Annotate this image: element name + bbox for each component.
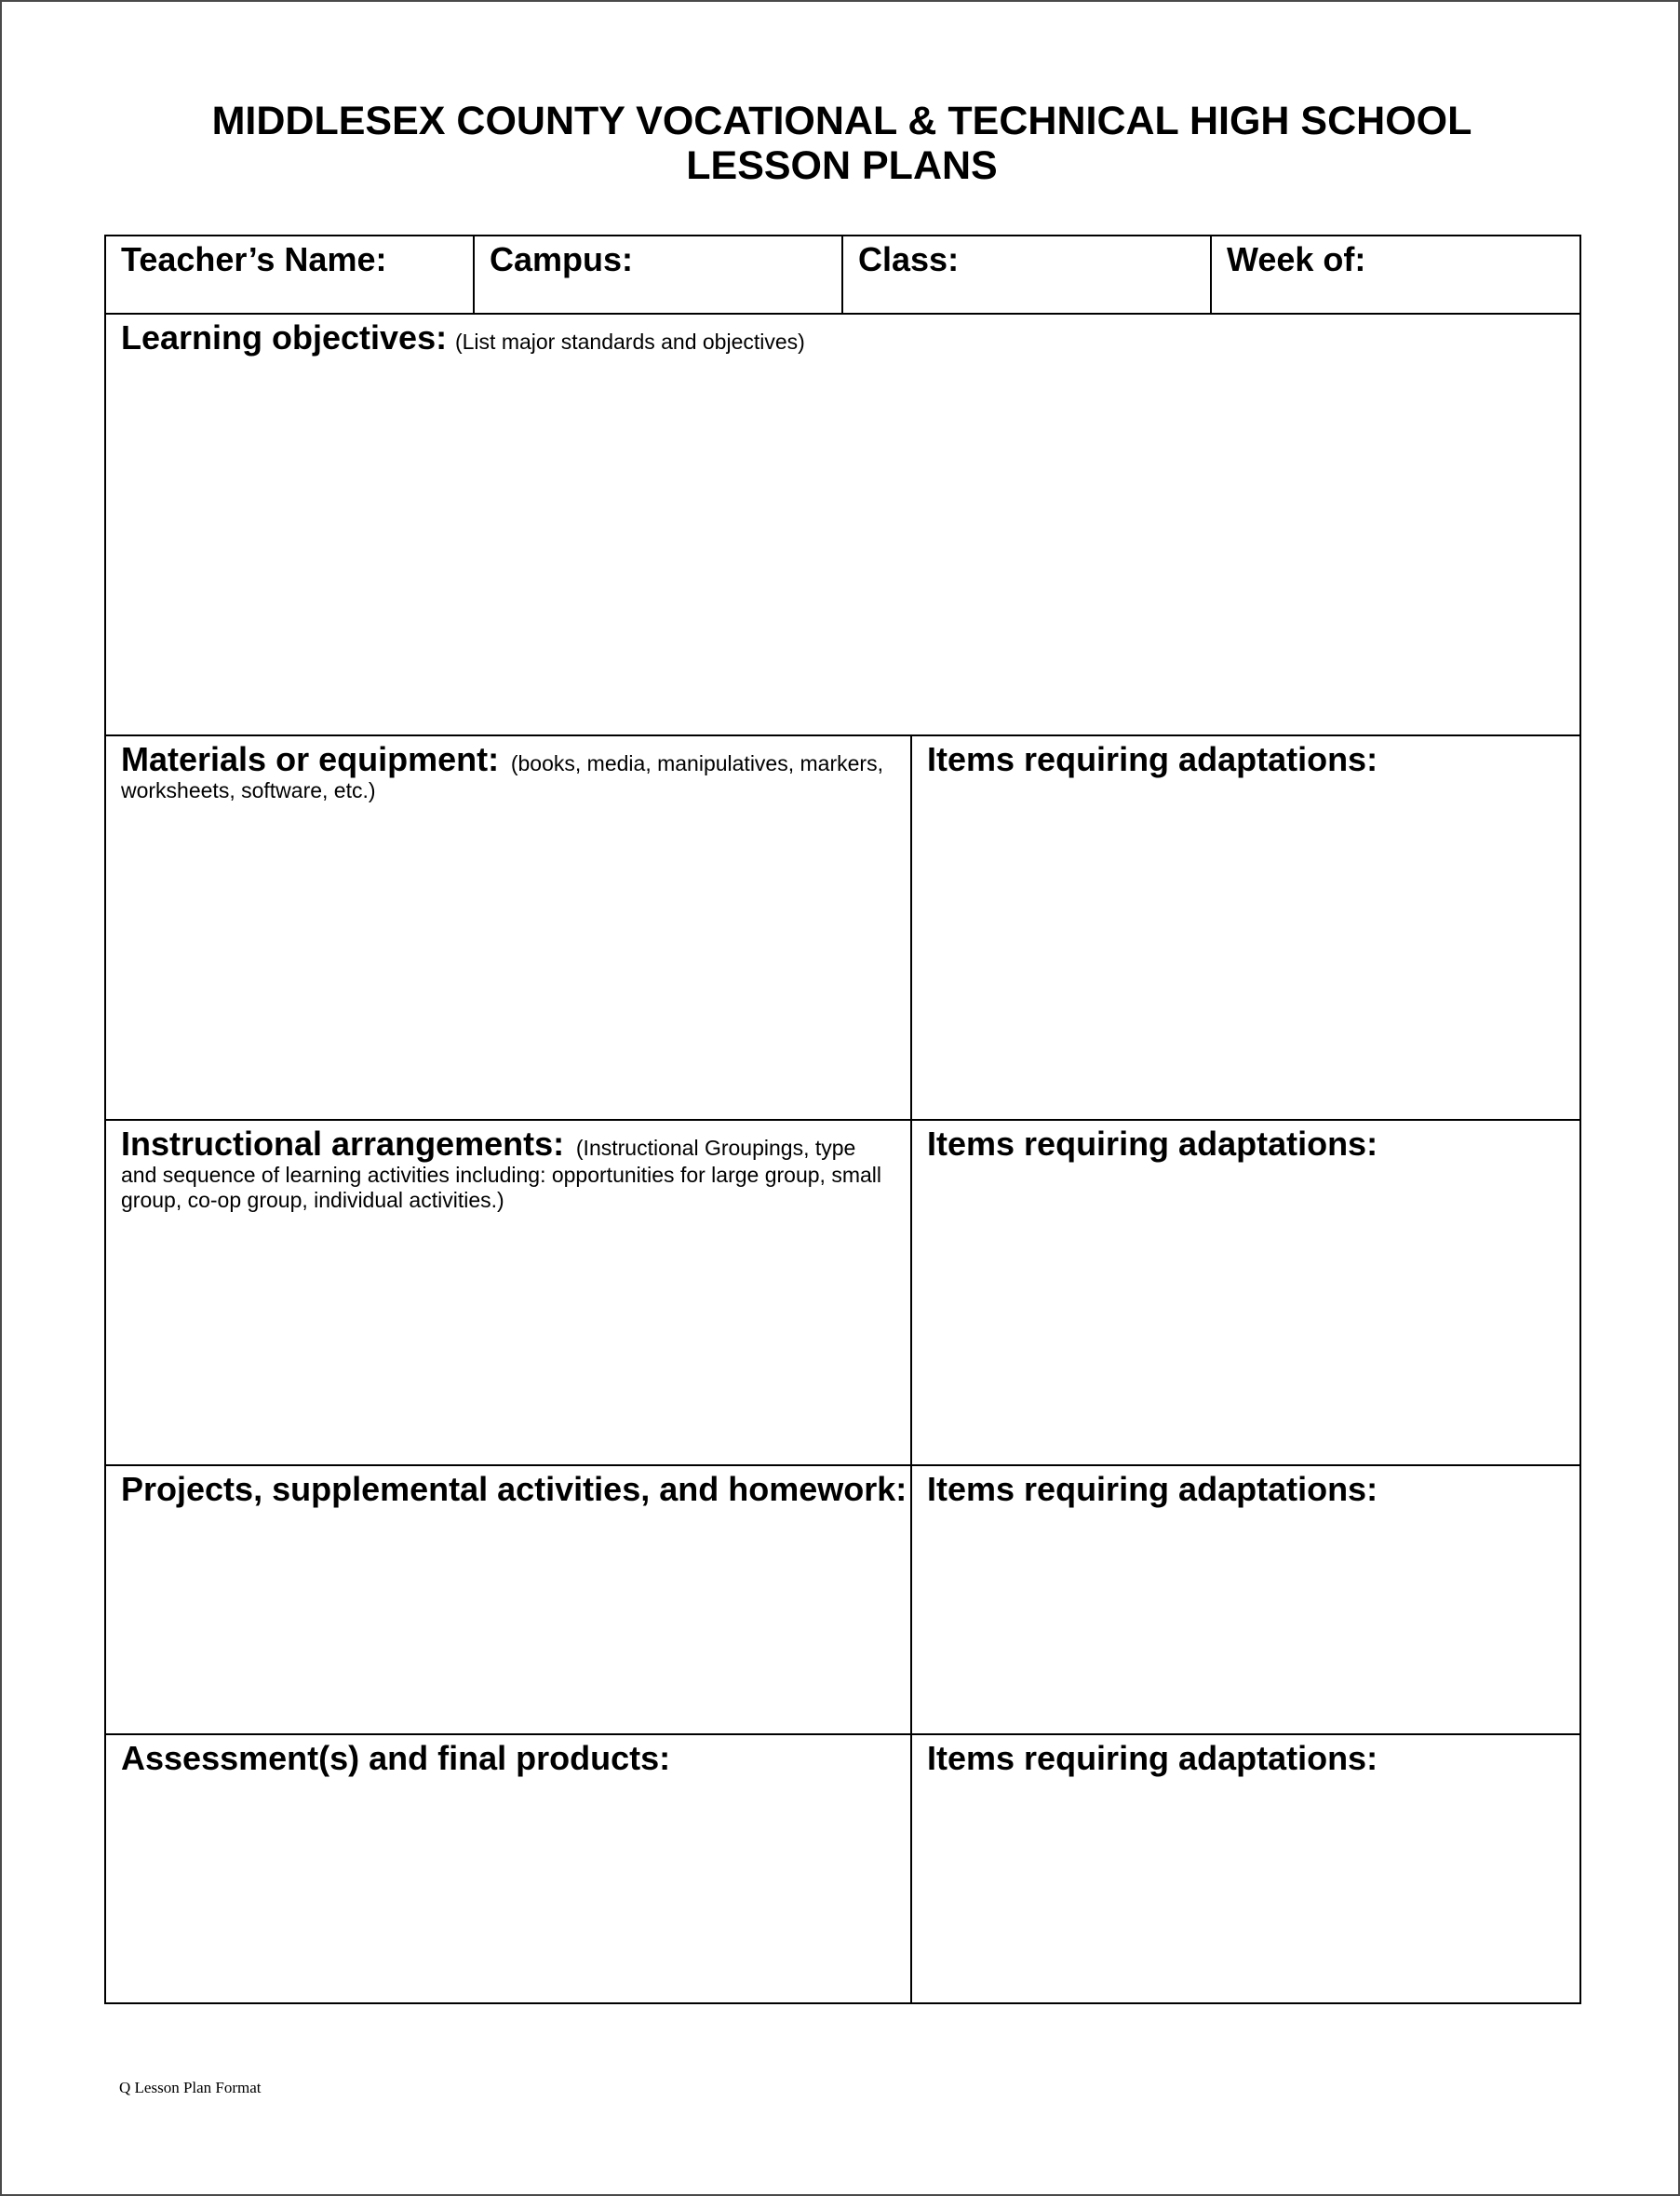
projects-field[interactable]: [105, 1465, 911, 1734]
teacher-name-field[interactable]: [105, 236, 474, 314]
info-row: [105, 236, 1580, 314]
lesson-plan-form: [104, 235, 1581, 2004]
week-of-field[interactable]: [1211, 236, 1580, 314]
document-title: [2, 99, 1680, 188]
learning-objectives-label: Learning objectives:: [121, 318, 448, 357]
projects-label: Projects, supplemental activities, and homework:: [121, 1470, 907, 1508]
footer-label: Q Lesson Plan Format: [119, 2079, 262, 2096]
class-label: Class:: [858, 240, 960, 278]
instructional-row: [105, 1120, 1580, 1465]
learning-objectives-field[interactable]: [105, 314, 1580, 735]
projects-adaptations-label: Items requiring adaptations:: [927, 1470, 1378, 1508]
assessment-field[interactable]: [105, 1734, 911, 2003]
assessment-row: [105, 1734, 1580, 2003]
materials-field[interactable]: [105, 735, 911, 1120]
title-line-school: MIDDLESEX COUNTY VOCATIONAL & TECHNICAL HIGH SCHOOL: [211, 99, 1472, 143]
projects-row: [105, 1465, 1580, 1734]
instructional-hint: (Instructional Groupings, type and sequence of learning activities including: opportunities for large group, small group, co-op group, individual activities.): [121, 1136, 881, 1212]
assessment-label: Assessment(s) and final products:: [121, 1739, 671, 1777]
campus-field[interactable]: [474, 236, 842, 314]
instructional-adaptations-field[interactable]: [911, 1120, 1580, 1465]
materials-adaptations-label: Items requiring adaptations:: [927, 740, 1378, 778]
assessment-adaptations-label: Items requiring adaptations:: [927, 1739, 1378, 1777]
class-field[interactable]: [842, 236, 1211, 314]
instructional-adaptations-label: Items requiring adaptations:: [927, 1125, 1378, 1163]
materials-row: [105, 735, 1580, 1120]
projects-adaptations-field[interactable]: [911, 1465, 1580, 1734]
instructional-label: Instructional arrangements:: [121, 1125, 565, 1163]
materials-hint: (books, media, manipulatives, markers, worksheets, software, etc.): [121, 751, 883, 802]
assessment-adaptations-field[interactable]: [911, 1734, 1580, 2003]
instructional-field[interactable]: [105, 1120, 911, 1465]
title-line-lesson-plans: LESSON PLANS: [686, 143, 998, 188]
teacher-name-label: Teacher’s Name:: [121, 240, 387, 278]
learning-objectives-row: [105, 314, 1580, 735]
learning-objectives-hint: (List major standards and objectives): [454, 330, 805, 354]
materials-label: Materials or equipment:: [121, 740, 500, 778]
campus-label: Campus:: [490, 240, 634, 278]
materials-adaptations-field[interactable]: [911, 735, 1580, 1120]
week-of-label: Week of:: [1227, 240, 1366, 278]
